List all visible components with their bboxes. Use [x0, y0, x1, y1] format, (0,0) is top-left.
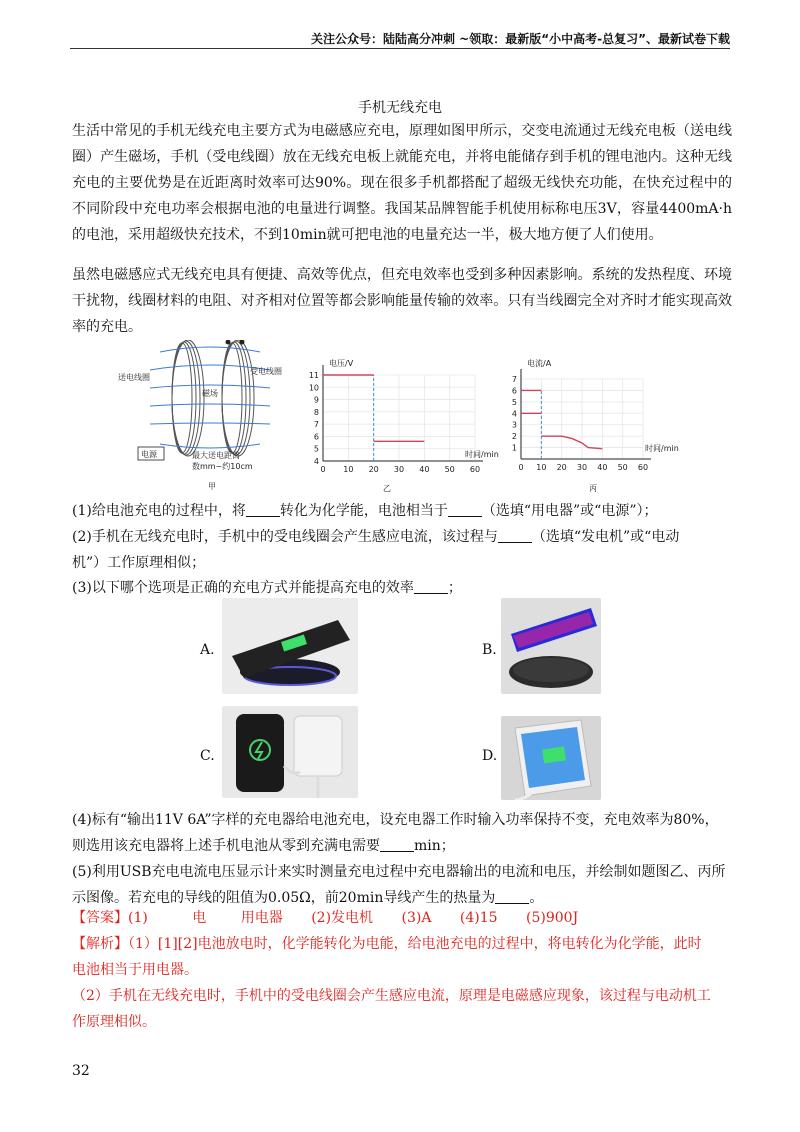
chart-voltage — [305, 355, 505, 495]
q1-blank-1[interactable] — [246, 502, 280, 517]
header-rule — [70, 48, 730, 49]
y-tick-label-4: 8 — [313, 407, 319, 417]
q5-text-a: (5)利用USB充电电流电压显示计来实时测量充电过程中充电器输出的电流和电压，并绘制如题图乙、丙所 — [72, 864, 726, 880]
y-tick-label-3: 4 — [511, 409, 517, 419]
y-tick-label-2: 3 — [511, 420, 517, 430]
x-tick-label-3: 30 — [576, 463, 588, 472]
paragraph-2: 虽然电磁感应式无线充电具有便捷、高效等优点，但充电效率也受到多种因素影响。系统的发热程度、环境干扰物，线圈材料的电阻、对齐相对位置等都会影响能量传输的效率。只有当线圈完全对齐时才能实现高效率的充电。 — [72, 267, 732, 335]
chart-current-caption: 丙 — [589, 484, 597, 493]
option-c-image[interactable] — [222, 706, 358, 798]
y-tick-label-7: 11 — [308, 371, 319, 380]
option-b-label: B. — [482, 642, 497, 658]
q4-text-c: min； — [414, 838, 455, 854]
analysis-line-1: （1）[1][2]电池放电时，化学能转化为电能，给电池充电的过程中，将电转化为化学能，此时 — [128, 936, 702, 952]
q3-end: ； — [447, 580, 462, 596]
q1-text-a: (1)给电池充电的过程中，将 — [72, 503, 246, 519]
y-tick-label-3: 7 — [313, 420, 319, 430]
option-b-image[interactable] — [501, 598, 601, 694]
answer-1-x: 电 — [192, 910, 207, 926]
paragraph-1: 生活中常见的手机无线充电主要方式为电磁感应充电，原理如图甲所示，交变电流通过无线充电板（送电线圈）产生磁场，手机（受电线圈）放在无线充电板上就能充电，并将电能储存到手机的锂电池内。这种无线充电的主要优势是在近距离时效率可达90%。现在很多手机都搭配了超级无线快充功能，在快充过程中的不同阶段中充电功率会根据电池的电量进行调整。我国某品牌智能手机使用标称电压3V，容量4400mA·h的电池，采用超级快充技术，不到10min就可把电池的电量充达一半，极大地方便了人们使用。 — [72, 123, 732, 243]
chart-current-xlabel: 时间/min — [645, 444, 679, 453]
power-bank — [294, 716, 342, 776]
field-label: 磁场 — [202, 389, 218, 398]
q4-blank[interactable] — [380, 837, 414, 852]
x-tick-label-6: 60 — [637, 463, 649, 472]
distance-label-1: 最大送电距离 — [192, 451, 240, 460]
question-1 — [72, 498, 732, 524]
y-tick-label-5: 6 — [511, 386, 517, 396]
x-tick-label-0: 0 — [320, 465, 326, 474]
y-tick-label-6: 10 — [308, 383, 319, 393]
power-label: 电源 — [141, 450, 157, 459]
x-tick-label-1: 10 — [536, 463, 547, 472]
q5-text-c: 。 — [529, 890, 544, 906]
analysis — [72, 931, 732, 1035]
chart-current — [505, 355, 705, 495]
send-coil-label: 送电线圈 — [118, 373, 150, 382]
y-tick-label-6: 7 — [511, 375, 517, 384]
y-tick-label-1: 5 — [313, 444, 319, 454]
figure-coils — [110, 340, 310, 490]
x-tick-label-4: 40 — [419, 465, 430, 474]
q3-text: (3)以下哪个选项是正确的充电方式并能提高充电的效率 — [72, 580, 414, 596]
x-tick-label-5: 50 — [444, 465, 455, 474]
option-c-label: C. — [200, 748, 215, 764]
analysis-line-3: （2）手机在无线充电时，手机中的受电线圈会产生感应电流，原理是电磁感应现象，该过程与电动机工 — [72, 988, 711, 1004]
x-tick-label-6: 60 — [469, 465, 481, 474]
receive-coil — [222, 340, 254, 456]
question-5 — [72, 859, 732, 911]
figure-a-caption: 甲 — [208, 482, 216, 490]
x-tick-label-5: 50 — [617, 463, 628, 472]
q5-blank[interactable] — [495, 889, 529, 904]
q4-text-a: (4)标有“输出11V 6A”字样的充电器给电池充电，设充电器工作时输入功率保持不变，充电效率为80%， — [72, 812, 719, 828]
x-tick-label-1: 10 — [343, 465, 354, 474]
y-tick-label-4: 5 — [511, 397, 517, 407]
answer-2: (2)发电机 — [311, 910, 374, 926]
answer-5: (5)900J — [526, 910, 579, 926]
analysis-label: 【解析】 — [72, 936, 128, 952]
x-tick-label-3: 30 — [393, 465, 405, 474]
x-tick-label-4: 40 — [597, 463, 608, 472]
question-4 — [72, 807, 732, 859]
chart-voltage-xlabel: 时间/min — [465, 450, 499, 459]
chart-voltage-caption: 乙 — [383, 484, 391, 493]
option-d-image[interactable] — [501, 716, 601, 800]
question-3 — [72, 575, 732, 601]
answer-1-y: 用电器 — [240, 910, 283, 926]
q1-text-b: 转化为化学能，电池相当于 — [279, 503, 448, 519]
y-tick-label-0: 1 — [511, 443, 517, 453]
y-tick-label-0: 4 — [313, 457, 319, 466]
answer-1: (1) — [128, 910, 148, 926]
chart-current-ylabel: 电流/A — [527, 359, 552, 368]
answer-4: (4)15 — [459, 910, 498, 926]
q4-text-b: 则选用该充电器将上述手机电池从零到充满电需要 — [72, 838, 380, 854]
y-tick-label-1: 2 — [511, 432, 517, 442]
q2-text-c: 机”）工作原理相似； — [72, 555, 206, 571]
q2-text-a: (2)手机在无线充电时，手机中的受电线圈会产生感应电流，该过程与 — [72, 529, 498, 545]
q3-blank[interactable] — [414, 579, 448, 594]
q5-text-b: 示图像。若充电的导线的阻值为0.05Ω，前20min导线产生的热量为 — [72, 890, 496, 906]
distance-label-2: 数mm~约10cm — [192, 462, 253, 471]
answer-3: (3)A — [401, 910, 432, 926]
y-tick-label-5: 9 — [313, 395, 319, 405]
page-header: 关注公众号：陆陆高分冲刺 ~领取：最新版“小中高考-总复习”、最新试卷下载 — [311, 32, 730, 46]
q2-text-b: （选填“发电机”或“电动 — [531, 529, 680, 545]
y-tick-label-2: 6 — [313, 432, 319, 442]
answer-label: 【答案】 — [72, 910, 128, 926]
answer-line — [72, 905, 732, 931]
chart-voltage-ylabel: 电压/V — [329, 359, 354, 368]
option-d-label: D. — [482, 748, 498, 764]
send-coil — [172, 340, 204, 456]
option-a-image[interactable] — [222, 598, 358, 694]
x-tick-label-0: 0 — [518, 463, 524, 472]
analysis-line-2: 电池相当于用电器。 — [72, 962, 198, 978]
option-a-label: A. — [200, 642, 215, 658]
article-title: 手机无线充电 — [358, 100, 442, 116]
question-2 — [72, 524, 732, 576]
page-number: 32 — [72, 1063, 90, 1079]
series-segment-2 — [541, 436, 602, 449]
x-tick-label-2: 20 — [368, 465, 379, 474]
q1-text-c: （选填“用电器”或“电源”）； — [481, 503, 658, 519]
q1-blank-2[interactable] — [448, 502, 482, 517]
q2-blank[interactable] — [498, 528, 532, 543]
x-tick-label-2: 20 — [556, 463, 567, 472]
analysis-line-4: 作原理相似。 — [72, 1014, 156, 1030]
receive-coil-label: 受电线圈 — [250, 367, 282, 376]
